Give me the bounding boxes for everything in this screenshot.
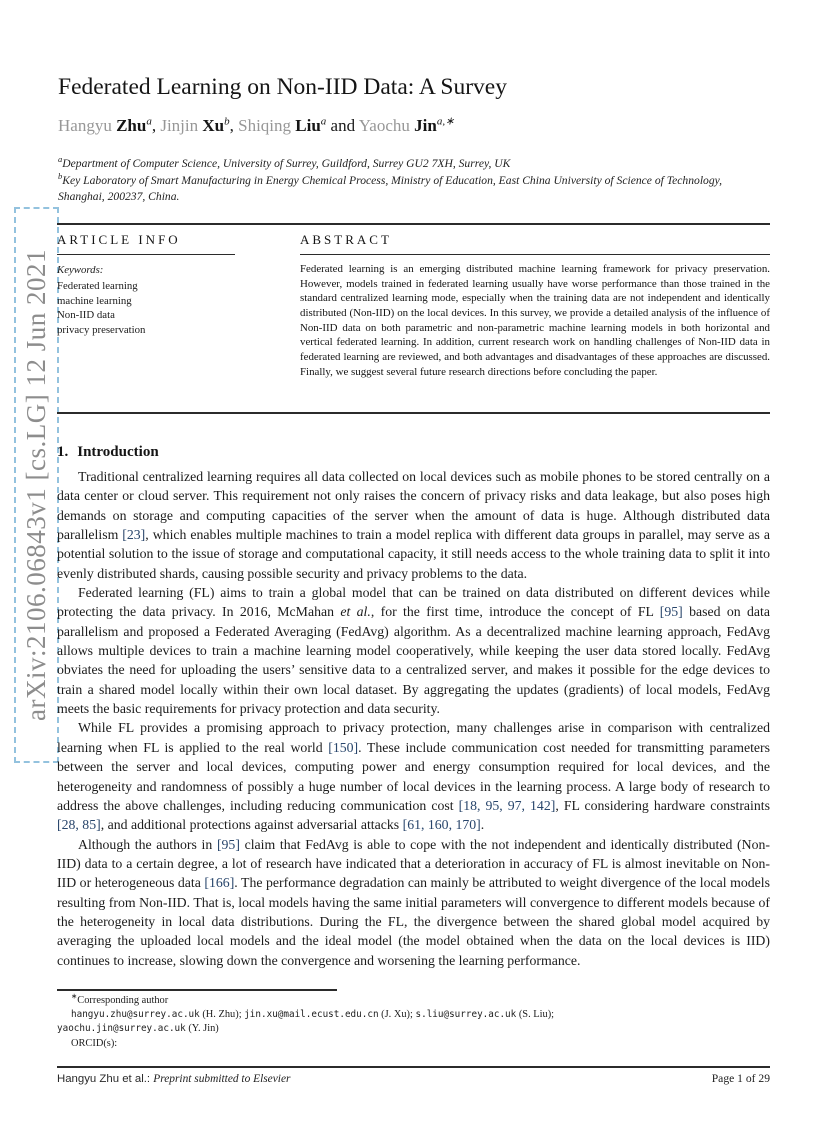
text-segment: Yaochu (358, 116, 415, 135)
section-number: 1. (57, 444, 69, 460)
text-segment: Department of Computer Science, University of Surrey, Guildford, Surrey GU2 7XH, Surrey, UK (62, 157, 511, 170)
text-segment: Traditional centralized learning requires all data collected on local devices such as mobile phones to be stored centrally on a data center or cloud server. This requirement not only raises the concern of privacy risks and data leakage, but also poses high demands on storage and computing capacities of the server when the amount of data is huge. Although distributed data parallelism (57, 469, 770, 543)
affiliations (58, 156, 771, 206)
citation-link[interactable]: [61, 160, 170] (402, 817, 481, 833)
text-segment: Although the authors in (78, 836, 217, 852)
keyword-item: privacy preservation (57, 323, 146, 336)
text-segment: Preprint submitted to Elsevier (153, 1073, 291, 1085)
text-segment: s.liu@surrey.ac.uk (415, 1009, 517, 1021)
paragraph-3 (57, 718, 770, 834)
text-segment: ORCID(s): (71, 1037, 118, 1049)
keywords-label: Keywords: (57, 264, 104, 276)
citation-link[interactable]: [28, 85] (57, 817, 101, 833)
text-segment: Jinjin (160, 116, 203, 135)
citation-link[interactable]: [150] (328, 739, 359, 755)
keywords-list (57, 279, 287, 337)
text-segment: b (58, 171, 63, 182)
text-segment: , FL considering hardware constraints (555, 797, 770, 813)
text-segment: et al. (340, 604, 371, 620)
text-segment: (J. Xu); (378, 1009, 416, 1021)
text-segment: (Y. Jin) (185, 1023, 219, 1035)
section-heading-introduction (57, 444, 159, 461)
abstract-text: Federated learning is an emerging distributed machine learning framework for privacy preservation. However, models trained in federated learning usually have worse performance than those trained in the standard centralized learning mode, especially when the training data are not independent and identically distributed (Non-IID) on the local devices. In this survey, we provide a detailed analysis of the influence of Non-IID data on both parametric and non-parametric machine learning models in both horizontal and vertical federated learning. In addition, current research work on handling challenges of Non-IID data in federated learning are reviewed, and both advantages and disadvantages of these approaches are discussed. Finally, we suggest several future research directions before concluding the paper. (300, 263, 770, 378)
text-segment: and (326, 116, 359, 135)
author-emails-line2 (57, 1022, 770, 1036)
page-indicator: Page 1 of 29 (711, 1072, 770, 1085)
paragraph-1 (57, 467, 770, 583)
text-segment: b (224, 115, 230, 128)
citation-link[interactable]: [23] (122, 527, 146, 543)
frontmatter-top-rule (57, 223, 770, 225)
footnote-block (57, 991, 770, 1051)
text-segment: claim that FedAvg is able to cope with the not independent and identically distributed (Non-IID) data to a certain degree, a lot of research have indicated that a deterioration in accuracy of FL is almost inevitable on Non-IID or heterogeneous data (57, 836, 770, 891)
text-segment: , and additional protections against adversarial attacks (100, 817, 403, 833)
text-segment: Key Laboratory of Smart Manufacturing in Energy Chemical Process, Ministry of Education, East China University of Science of Technology, Shanghai, 200237, China. (58, 173, 723, 204)
text-segment: a (320, 115, 327, 128)
article-info-heading-rule (57, 254, 235, 255)
keyword-item: Federated learning (57, 280, 138, 292)
section-title: Introduction (77, 444, 159, 460)
abstract-heading: ABSTRACT (300, 232, 392, 247)
text-segment: a,∗ (436, 115, 455, 128)
text-segment: (H. Zhu); (199, 1009, 245, 1021)
text-segment: a (58, 154, 63, 165)
text-segment: Shiqing (238, 116, 296, 135)
author-emails-line1 (57, 1008, 770, 1022)
text-segment: , which enables multiple machines to train a model replica with different data groups in parallel, may serve as a potential solution to the issue of storage and computational capacity, it still needs access to the whole training data to split it into evenly distributed shards, causing possible security and privacy problems to the data. (57, 527, 770, 581)
paragraph-4 (57, 835, 770, 970)
frontmatter-bottom-rule (57, 412, 770, 414)
page-footer (57, 1072, 770, 1085)
text-segment: based on data parallelism and proposed a Federated Averaging (FedAvg) algorithm. As a decentralized machine learning approach, FedAvg allows multiple devices to train a machine learning model cooperatively, while keeping the user data stored locally. FedAvg obviates the need for uploading the users’ sensitive data to a centralized server, and makes it possible for the edge devices to train a shared model locally within their own local dataset. By aggregating the updates (gradients) of local models, FedAvg meets the basic requirements for privacy protection and data security. (57, 604, 770, 717)
text-segment: (S. Liu); (516, 1009, 555, 1021)
author-line (58, 116, 771, 136)
citation-link[interactable]: [166] (204, 875, 235, 891)
text-segment: Hangyu (58, 116, 117, 135)
text-segment: ∗ (71, 991, 78, 1001)
arxiv-watermark-box (14, 207, 59, 763)
text-segment: Hangyu Zhu et al.: (57, 1073, 154, 1085)
text-segment: Xu (202, 116, 225, 135)
text-segment: Corresponding author (77, 995, 169, 1006)
text-segment: , (151, 116, 161, 135)
text-segment: Zhu (116, 116, 147, 135)
citation-link[interactable]: [95] (659, 604, 683, 620)
text-segment: , for the first time, introduce the concept of FL (370, 604, 660, 620)
corresponding-author-note (57, 991, 770, 1008)
paragraph-2 (57, 583, 770, 718)
footnote-rule (57, 989, 337, 991)
orcid-label (57, 1037, 770, 1051)
text-segment: Jin (414, 116, 437, 135)
text-segment: , (229, 116, 239, 135)
keyword-item: Non-IID data (57, 309, 115, 322)
text-segment: Liu (295, 116, 321, 135)
keyword-item: machine learning (57, 294, 132, 307)
text-segment: . These include communication cost needed for transmitting parameters between the server and local devices, computing power and energy consumption required for local devices, and the heterogeneity and randomness of possibly a huge number of local devices in the learning process. A large body of research to address the above challenges, including reducing communication cost (57, 739, 771, 813)
text-segment: . The performance degradation can mainly be attributed to weight divergence of the local models resulting from Non-IID. That is, local models having the same initial parameters will convergence to different models because of the heterogeneity in local data distributions. During the FL, the divergence between the shared global model acquired by averaging the uploaded local models and the ideal model (the model obtained when the data on the local devices is IID) continues to increase, slowing down the convergence and worsening the learning performance. (57, 875, 770, 968)
footer-rule (57, 1066, 770, 1068)
arxiv-watermark-text: arXiv:2106.06843v1 [cs.LG] 12 Jun 2021 (21, 249, 51, 721)
citation-link[interactable]: [95] (216, 836, 240, 852)
article-info-heading: ARTICLE INFO (57, 232, 181, 247)
text-segment: jin.xu@mail.ecust.edu.cn (244, 1009, 379, 1021)
running-title (57, 1073, 290, 1085)
text-segment: yaochu.jin@surrey.ac.uk (57, 1023, 186, 1035)
abstract-heading-rule (300, 254, 770, 255)
citation-link[interactable]: [18, 95, 97, 142] (458, 797, 556, 813)
affiliation-b (58, 173, 771, 206)
paper-title: Federated Learning on Non-IID Data: A Survey (58, 74, 507, 100)
text-segment: . (480, 817, 485, 833)
text-segment: a (146, 115, 152, 128)
text-segment: hangyu.zhu@surrey.ac.uk (71, 1009, 200, 1021)
text-segment: Federated learning (FL) aims to train a global model that can be trained on data distributed on different devices while protecting the data privacy. In 2016, McMahan (57, 585, 770, 620)
affiliation-a (58, 156, 771, 172)
body-text (57, 467, 770, 970)
text-segment: While FL provides a promising approach to privacy protection, many challenges arise in comparison with centralized learning when FL is applied to the real world (57, 720, 770, 755)
